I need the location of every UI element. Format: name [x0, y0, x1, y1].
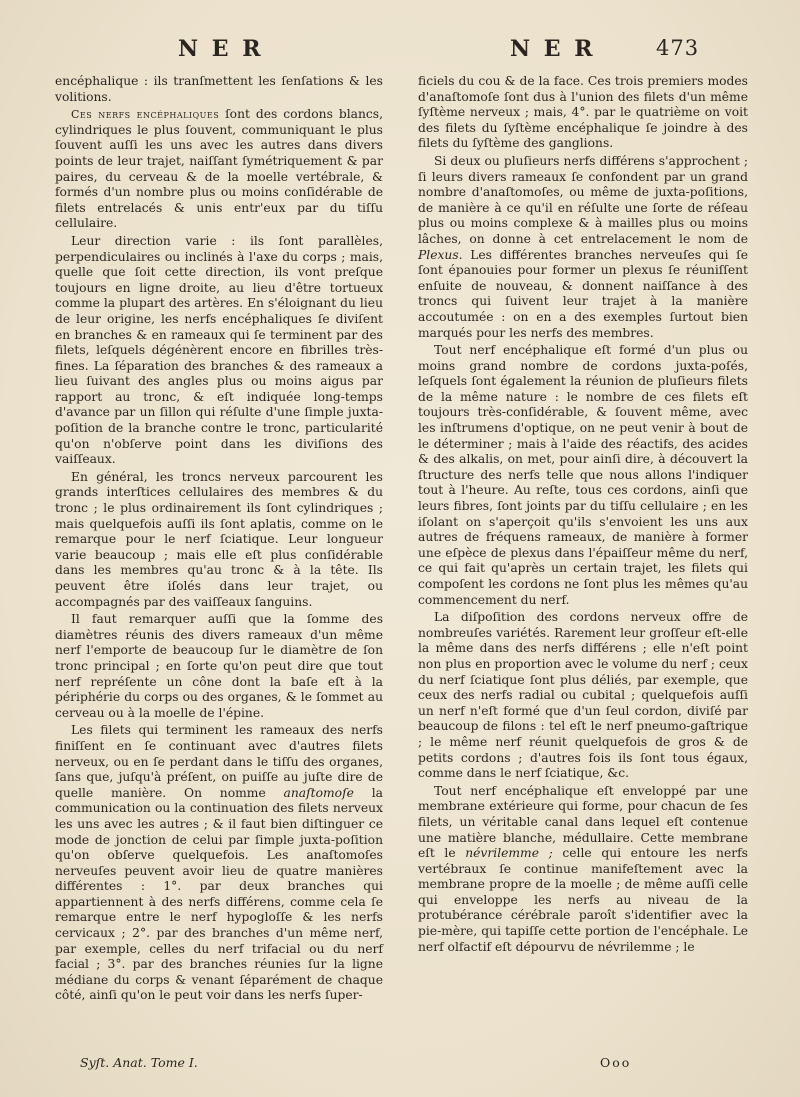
italic-term: Plexus [418, 247, 459, 262]
italic-term: névrilemme ; [465, 846, 553, 861]
paragraph: Leur direction varie : ils ſont parallèles, perpendiculaires ou inclinés à l'axe du corps ; mais, quelle que ſoit cette direction, ils vont preſque toujours en ligne droite, au lieu d'être tortueux comme la plupart des artères. En s'éloignant du lieu de leur origine, les nerfs encéphaliques ſe diviſent en branches & en rameaux qui ſe terminent par des filets, leſquels dégénèrent encore en fibrilles très-fines. La ſéparation des branches & des rameaux a lieu ſuivant des angles plus ou moins aigus par rapport au tronc, & eſt indiquée long-temps d'avance par un ſillon qui réſulte d'une ſimple juxta-poſition de la branche contre le tronc, particularité qu'on n'obſerve point dans les diviſions des vaiſſeaux. [55, 233, 383, 467]
paragraph [418, 154, 748, 341]
signature-line: Syſt. Anat. Tome I. [80, 1055, 198, 1070]
paragraph: encéphalique : ils tranſmettent les ſenſations & les volitions. [55, 74, 383, 104]
paragraph-text: Tout nerf encéphalique eſt enveloppé par une membrane extérieure qui forme, pour chacun de ſes filets, un véritable canal dans lequel eſt contenue une matière blanche, médullaire. Cette membrane eſt le [418, 783, 748, 861]
paragraph-text: celle qui entoure les nerfs vertébraux ſe continue manifeſtement avec la membrane propre de la moelle ; de même auſſi celle qui enveloppe les nerfs au niveau de la protubérance cérébrale paroît s'identifier avec la pie-mère, qui tapiſſe cette portion de l'encéphale. Le nerf olfactif eſt dépourvu de névrilemme ; le [418, 846, 748, 954]
paragraph-text: . Les différentes branches nerveuſes qui ſe ſont épanouies pour former un plexus ſe réuniſſent enſuite de nouveau, & donnent naiſſance à des troncs qui ſuivent leur trajet à la manière accoutumée : on en a des exemples ſurtout bien marqués pour les nerfs des membres. [418, 247, 748, 340]
running-head-right: N E R [510, 36, 596, 62]
paragraph: Il faut remarquer auſſi que la ſomme des diamètres réunis des divers rameaux d'un même nerf l'emporte de beaucoup ſur le diamètre de ſon tronc principal ; en ſorte qu'on peut dire que tout nerf repréſente un cône dont la baſe eſt à la périphérie du corps ou des organes, & le ſommet au cerveau ou à la moelle de l'épine. [55, 612, 383, 720]
running-header [0, 36, 800, 70]
paragraph [55, 723, 383, 1004]
paragraph [418, 784, 748, 956]
paragraph: Tout nerf encéphalique eſt formé d'un plus ou moins grand nombre de cordons juxta-poſés, leſquels ſont également la réunion de pluſieurs filets de la même nature : le nombre de ces filets eſt toujours très-conſidérable, & ſouvent même, avec les inſtrumens d'optique, on ne peut venir à bout de le déterminer ; mais à l'aide des réactifs, des acides & des alkalis, on met, pour ainſi dire, à découvert la ſtructure des nerfs telle que nous allons l'indiquer tout à l'heure. Au reſte, tous ces cordons, ainſi que leurs fibres, ſont joints par du tiſſu cellulaire ; en les iſolant on s'aperçoit qu'ils s'envoient les uns aux autres de fréquens rameaux, de manière à former une eſpèce de plexus dans l'épaiſſeur même du nerf, ce qui fait qu'après un certain trajet, les filets qui compoſent les cordons ne ſont plus les mêmes qu'au commencement du nerf. [418, 343, 748, 607]
small-caps-term: Ces nerfs encéphaliques [71, 108, 220, 122]
italic-term: anaſtomoſe [283, 785, 354, 800]
paragraph-text: la communication ou la continuation des filets nerveux les uns avec les autres ; & il faut bien diſtinguer ce mode de jonction de celui par ſimple juxta-poſition qu'on obſerve quelquefois. Les anaſtomoſes nerveuſes peuvent avoir lieu de quatre manières différentes : 1°. par deux branches qui appartiennent à des nerfs différens, comme cela ſe remarque entre le nerf hypogloſſe & les nerfs cervicaux ; 2°. par des branches d'un même nerf, par exemple, celles du nerf trifacial ou du nerf facial ; 3°. par des branches réunies ſur la ligne médiane du corps & venant ſéparément de chaque côté, ainſi qu'on le peut voir dans les nerfs ſuper- [55, 785, 383, 1003]
right-column [418, 74, 748, 955]
signature-mark: Ooo [600, 1055, 632, 1070]
page-number: 473 [656, 36, 700, 60]
left-column [55, 74, 383, 1004]
paragraph-text: ſont des cordons blancs, cylindriques le plus ſouvent, communiquant le plus ſouvent auſſi les uns avec les autres dans divers points de leur trajet, naiſſant ſymétriquement & par paires, du cerveau & de la moelle vertébrale, & formés d'un nombre plus ou moins conſidérable de filets entrelacés & unis entr'eux par du tiſſu cellulaire. [55, 107, 383, 231]
paragraph [55, 107, 383, 232]
paragraph-text: Si deux ou pluſieurs nerfs différens s'approchent ; ſi leurs divers rameaux ſe confondent par un grand nombre d'anaſtomoſes, ou même de juxta-poſitions, de manière à ce qu'il en réſulte une ſorte de réſeau plus ou moins complexe & à mailles plus ou moins lâches, on donne à cet entrelacement le nom de [418, 153, 748, 246]
paragraph: ficiels du cou & de la face. Ces trois premiers modes d'anaſtomoſe ſont dus à l'union des filets d'un même ſyſtème nerveux ; mais, 4°. par le quatrième on voit des filets du ſyſtème encéphalique ſe joindre à des filets du ſyſtème des ganglions. [418, 74, 748, 151]
paragraph: La diſpoſition des cordons nerveux offre de nombreuſes variétés. Rarement leur groſſeur eſt-elle la même dans des nerfs différens ; elle n'eſt point non plus en proportion avec le volume du nerf ; ceux du nerf ſciatique ſont plus déliés, par exemple, que ceux des nerfs radial ou cubital ; quelquefois auſſi un nerf n'eſt formé que d'un ſeul cordon, diviſé par beaucoup de filons : tel eſt le nerf pneumo-gaſtrique ; le même nerf réunit quelquefois de gros & de petits cordons ; d'autres fois ils ſont tous égaux, comme dans le nerf ſciatique, &c. [418, 610, 748, 781]
running-head-left: N E R [178, 36, 264, 62]
paragraph-text: Les filets qui terminent les rameaux des nerfs finiſſent en ſe continuant avec d'autres filets nerveux, ou en ſe perdant dans le tiſſu des organes, ſans que, juſqu'à préſent, on puiſſe au juſte dire de quelle manière. On nomme [55, 723, 383, 800]
paragraph: En général, les troncs nerveux parcourent les grands interſtices cellulaires des membres & du tronc ; le plus ordinairement ils ſont cylindriques ; mais quelquefois auſſi ils ſont aplatis, comme on le remarque pour le nerf ſciatique. Leur longueur varie beaucoup ; mais elle eſt plus conſidérable dans les membres qu'au tronc & à la tête. Ils peuvent être iſolés dans leur trajet, ou accompagnés par des vaiſſeaux ſanguins. [55, 469, 383, 609]
